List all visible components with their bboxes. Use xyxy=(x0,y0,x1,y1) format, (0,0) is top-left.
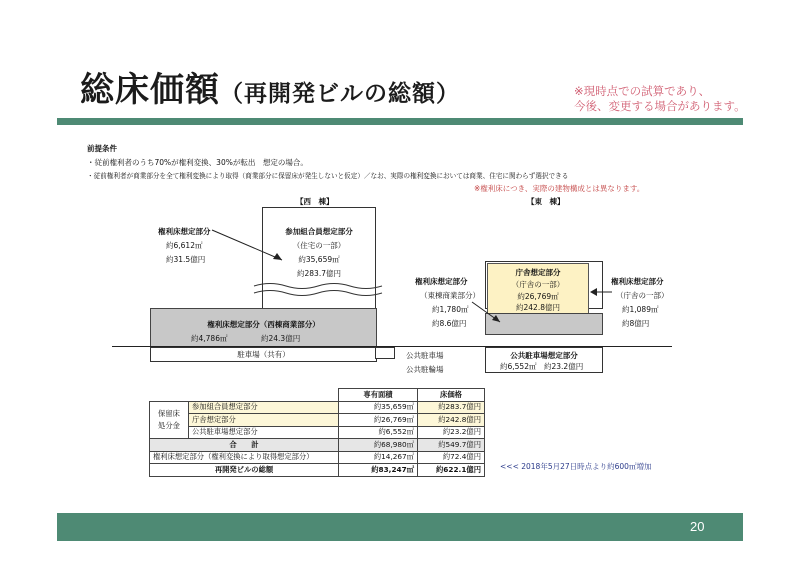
west-residence-value: 約283.7億円 xyxy=(297,269,341,278)
east-rights-left-area: 約1,780㎡ xyxy=(432,305,469,314)
header-divider xyxy=(57,118,743,125)
premise-heading: 前提条件 xyxy=(87,144,117,153)
row-label: 公共駐車場想定部分 xyxy=(189,426,339,439)
west-residence-sub: （住宅の一部） xyxy=(292,241,346,250)
table-row xyxy=(150,401,485,414)
west-commercial-value: 約24.3億円 xyxy=(261,334,301,343)
west-residence-area: 約35,659㎡ xyxy=(298,255,340,264)
east-rights-left-sub: （東棟商業部分） xyxy=(420,291,480,300)
disclaimer-note: ※現時点での試算であり、 今後、変更する場合があります。 xyxy=(574,84,746,113)
east-public-parking-area: 約6,552㎡ xyxy=(500,362,537,371)
row-price: 約242.8億円 xyxy=(418,414,485,427)
break-lines xyxy=(250,280,390,302)
header-price: 床価格 xyxy=(418,389,485,402)
row-price: 約283.7億円 xyxy=(418,401,485,414)
table-row xyxy=(150,426,485,439)
subtotal-area: 約68,980㎡ xyxy=(339,439,418,452)
subtotal-price: 約549.7億円 xyxy=(418,439,485,452)
table-header-row xyxy=(150,389,485,402)
row-label: 庁舎想定部分 xyxy=(189,414,339,427)
east-rights-right-sub: （庁舎の一部） xyxy=(616,291,669,300)
east-rights-right-label: 権利床想定部分 xyxy=(611,277,664,286)
rights-price: 約72.4億円 xyxy=(418,451,485,464)
group-label: 保留床 処分金 xyxy=(150,401,189,439)
east-public-parking xyxy=(485,347,603,373)
row-area: 約6,552㎡ xyxy=(339,426,418,439)
page-subtitle: （再開発ビルの総額） xyxy=(220,81,460,107)
connector-box xyxy=(375,347,395,359)
east-public-parking-value: 約23.2億円 xyxy=(544,362,584,371)
row-price: 約23.2億円 xyxy=(418,426,485,439)
east-rights-right-area: 約1,089㎡ xyxy=(622,305,659,314)
rights-area: 約14,267㎡ xyxy=(339,451,418,464)
west-rights-arrow xyxy=(210,228,290,268)
east-rights-left-value: 約8.6億円 xyxy=(432,319,467,328)
east-office-sub: （庁舎の一部） xyxy=(511,280,565,289)
east-building-label: 【東 棟】 xyxy=(527,197,565,206)
total-row xyxy=(150,464,485,477)
west-commercial-label: 権利床想定部分（西棟商業部分） xyxy=(207,320,320,329)
east-rights-right-arrow xyxy=(588,286,614,298)
west-rights-value: 約31.5億円 xyxy=(166,255,206,264)
summary-table xyxy=(149,388,485,477)
header-area: 専有面積 xyxy=(339,389,418,402)
east-rights-left-label: 権利床想定部分 xyxy=(415,277,468,286)
public-bicycle-label: 公共駐輪場 xyxy=(406,365,444,374)
total-label: 再開発ビルの総額 xyxy=(150,464,339,477)
west-rights-area: 約6,612㎡ xyxy=(166,241,203,250)
total-area: 約83,247㎡ xyxy=(339,464,418,477)
premise-line-2: ・従前権利者が商業部分を全て権利変換により取得（商業部分に保留床が発生しないと仮定）／なお、実際の権利変換においては商業、住宅に関わらず選択できる xyxy=(87,172,569,180)
west-parking xyxy=(150,347,377,362)
rights-label: 権利床想定部分（権利変換により取得想定部分） xyxy=(150,451,339,464)
west-rights-label: 権利床想定部分 xyxy=(158,227,211,236)
rights-row xyxy=(150,451,485,464)
table-row xyxy=(150,414,485,427)
west-commercial-area: 約4,786㎡ xyxy=(191,334,228,343)
west-commercial-podium xyxy=(150,308,377,348)
public-parking-label: 公共駐車場 xyxy=(406,351,444,360)
row-label: 参加組合員想定部分 xyxy=(189,401,339,414)
subtotal-label: 合 計 xyxy=(150,439,339,452)
footer-bar xyxy=(57,513,743,541)
table-increase-note: <<< 2018年5月27日時点より約600㎡増加 xyxy=(500,462,652,471)
east-rights-right-value: 約8億円 xyxy=(622,319,650,328)
east-rights-left-arrow xyxy=(470,300,510,330)
premise-line-1: ・従前権利者のうち70%が権利変換、30%が転出 想定の場合。 xyxy=(87,158,308,167)
east-office-area: 約26,769㎡ xyxy=(517,292,559,301)
west-building-label: 【西 棟】 xyxy=(296,197,334,206)
total-price: 約622.1億円 xyxy=(418,464,485,477)
east-public-parking-label: 公共駐車場想定部分 xyxy=(510,351,578,360)
subtotal-row xyxy=(150,439,485,452)
page-number: 20 xyxy=(690,519,705,534)
row-area: 約26,769㎡ xyxy=(339,414,418,427)
east-office-value: 約242.8億円 xyxy=(516,303,560,312)
premise-line-3: ※権利床につき、実際の建物構成とは異なります。 xyxy=(474,184,645,193)
row-area: 約35,659㎡ xyxy=(339,401,418,414)
east-office-label: 庁舎想定部分 xyxy=(515,268,561,277)
west-residence-label: 参加組合員想定部分 xyxy=(285,227,353,236)
page-title: 総床価額（再開発ビルの総額） xyxy=(80,70,460,110)
west-parking-label: 駐車場（共有） xyxy=(237,350,290,359)
